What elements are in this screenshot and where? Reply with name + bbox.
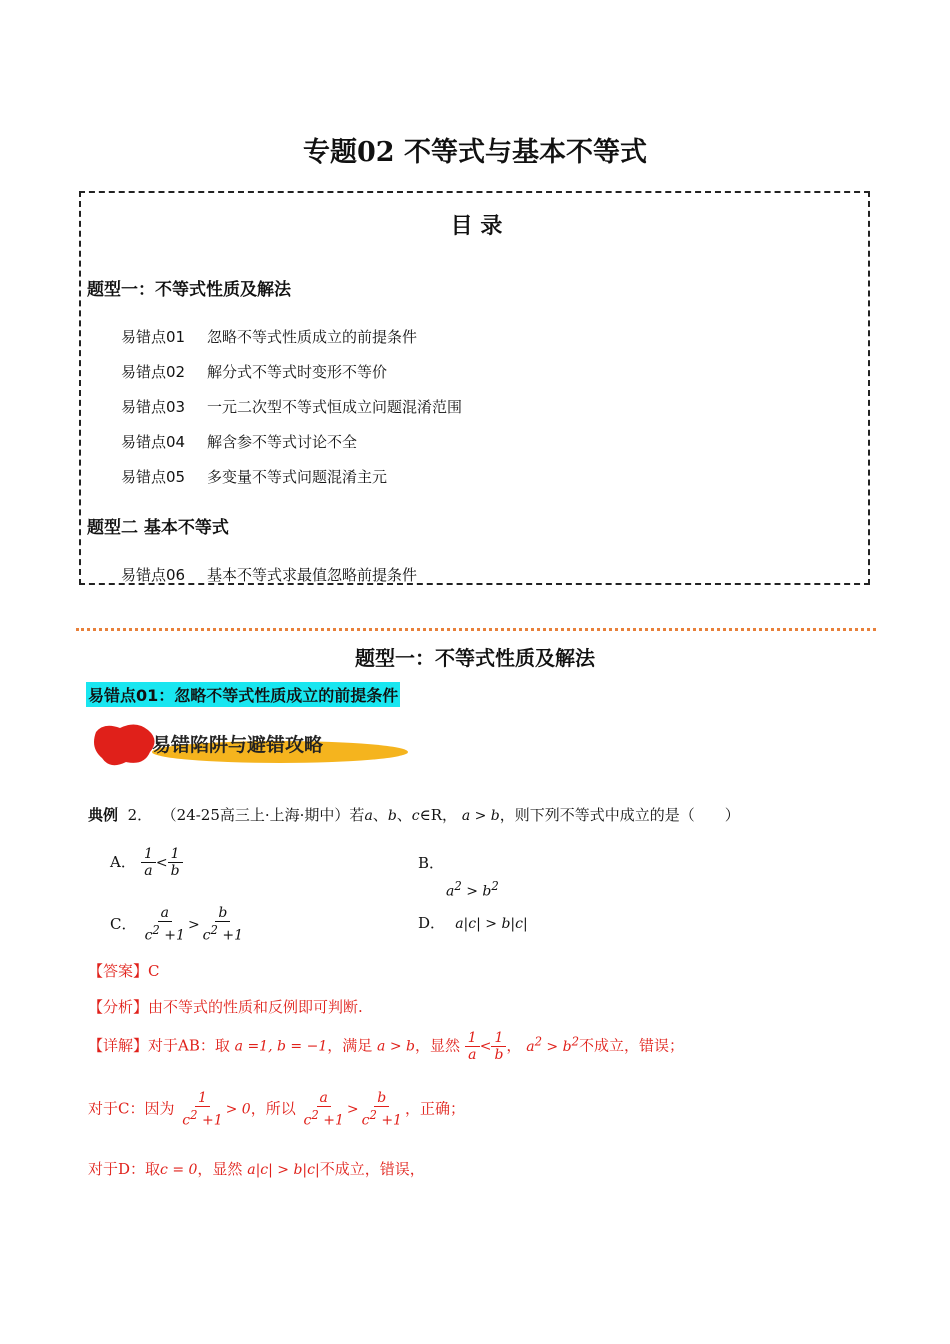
analysis-line: 【分析】由不等式的性质和反例即可判断. [88, 998, 363, 1016]
detail-line-1: 【详解】对于AB：取 a =1, b = −1，满足 a > b，显然 $\frac{1}{a}$ < $\frac{1}{b}$ ， $a^2 > b^2$不成立，错误； [88, 1030, 685, 1063]
table-of-contents [79, 191, 870, 585]
page-title: 专题02 不等式与基本不等式 [303, 137, 647, 168]
error-point-heading: 易错点01：忽略不等式性质成立的前提条件 [86, 682, 400, 707]
option-a[interactable]: A． $\frac{1}{a}$ < $\frac{1}{b}$ [110, 846, 183, 879]
option-d[interactable]: D． a|c| > b|c| [418, 914, 528, 932]
detail-line-3: 对于D：取c = 0，显然 a|c| > b|c|不成立，错误， [88, 1160, 425, 1178]
toc-item-01[interactable]: 易错点01 忽略不等式性质成立的前提条件 [121, 328, 418, 346]
detail-line-2: 对于C：因为 $\frac{1}{c^2 +1}$ > 0，所以 $\frac{a}{c^2 +1}$ > $\frac{b}{c^2 +1}$ ，正确； [88, 1090, 465, 1129]
section-divider [76, 628, 876, 631]
answer-line: 【答案】C [88, 962, 160, 980]
toc-heading: 目 录 [450, 214, 503, 239]
section-title: 题型一：不等式性质及解法 [355, 646, 595, 670]
toc-type-1: 题型一：不等式性质及解法 [87, 280, 291, 300]
option-c[interactable]: C． $\frac{a}{c^2 +1}$ > $\frac{b}{c^2 +1}$ [110, 905, 244, 944]
toc-item-02[interactable]: 易错点02 解分式不等式时变形不等价 [121, 363, 388, 381]
option-b[interactable]: B． $a^2 > b^2$ [418, 854, 499, 900]
toc-item-03[interactable]: 易错点03 一元二次型不等式恒成立问题混淆范围 [121, 398, 463, 416]
toc-item-06[interactable]: 易错点06 基本不等式求最值忽略前提条件 [121, 566, 418, 584]
banner-text: 易错陷阱与避错攻略 [152, 734, 324, 756]
example-question: 典例 2． （24-25高三上·上海·期中）若a、b、c∈R， a > b，则下列不等式中成立的是（ ） [88, 806, 740, 824]
toc-item-05[interactable]: 易错点05 多变量不等式问题混淆主元 [121, 468, 388, 486]
toc-item-04[interactable]: 易错点04 解含参不等式讨论不全 [121, 433, 358, 451]
toc-type-2: 题型二 基本不等式 [87, 518, 229, 538]
